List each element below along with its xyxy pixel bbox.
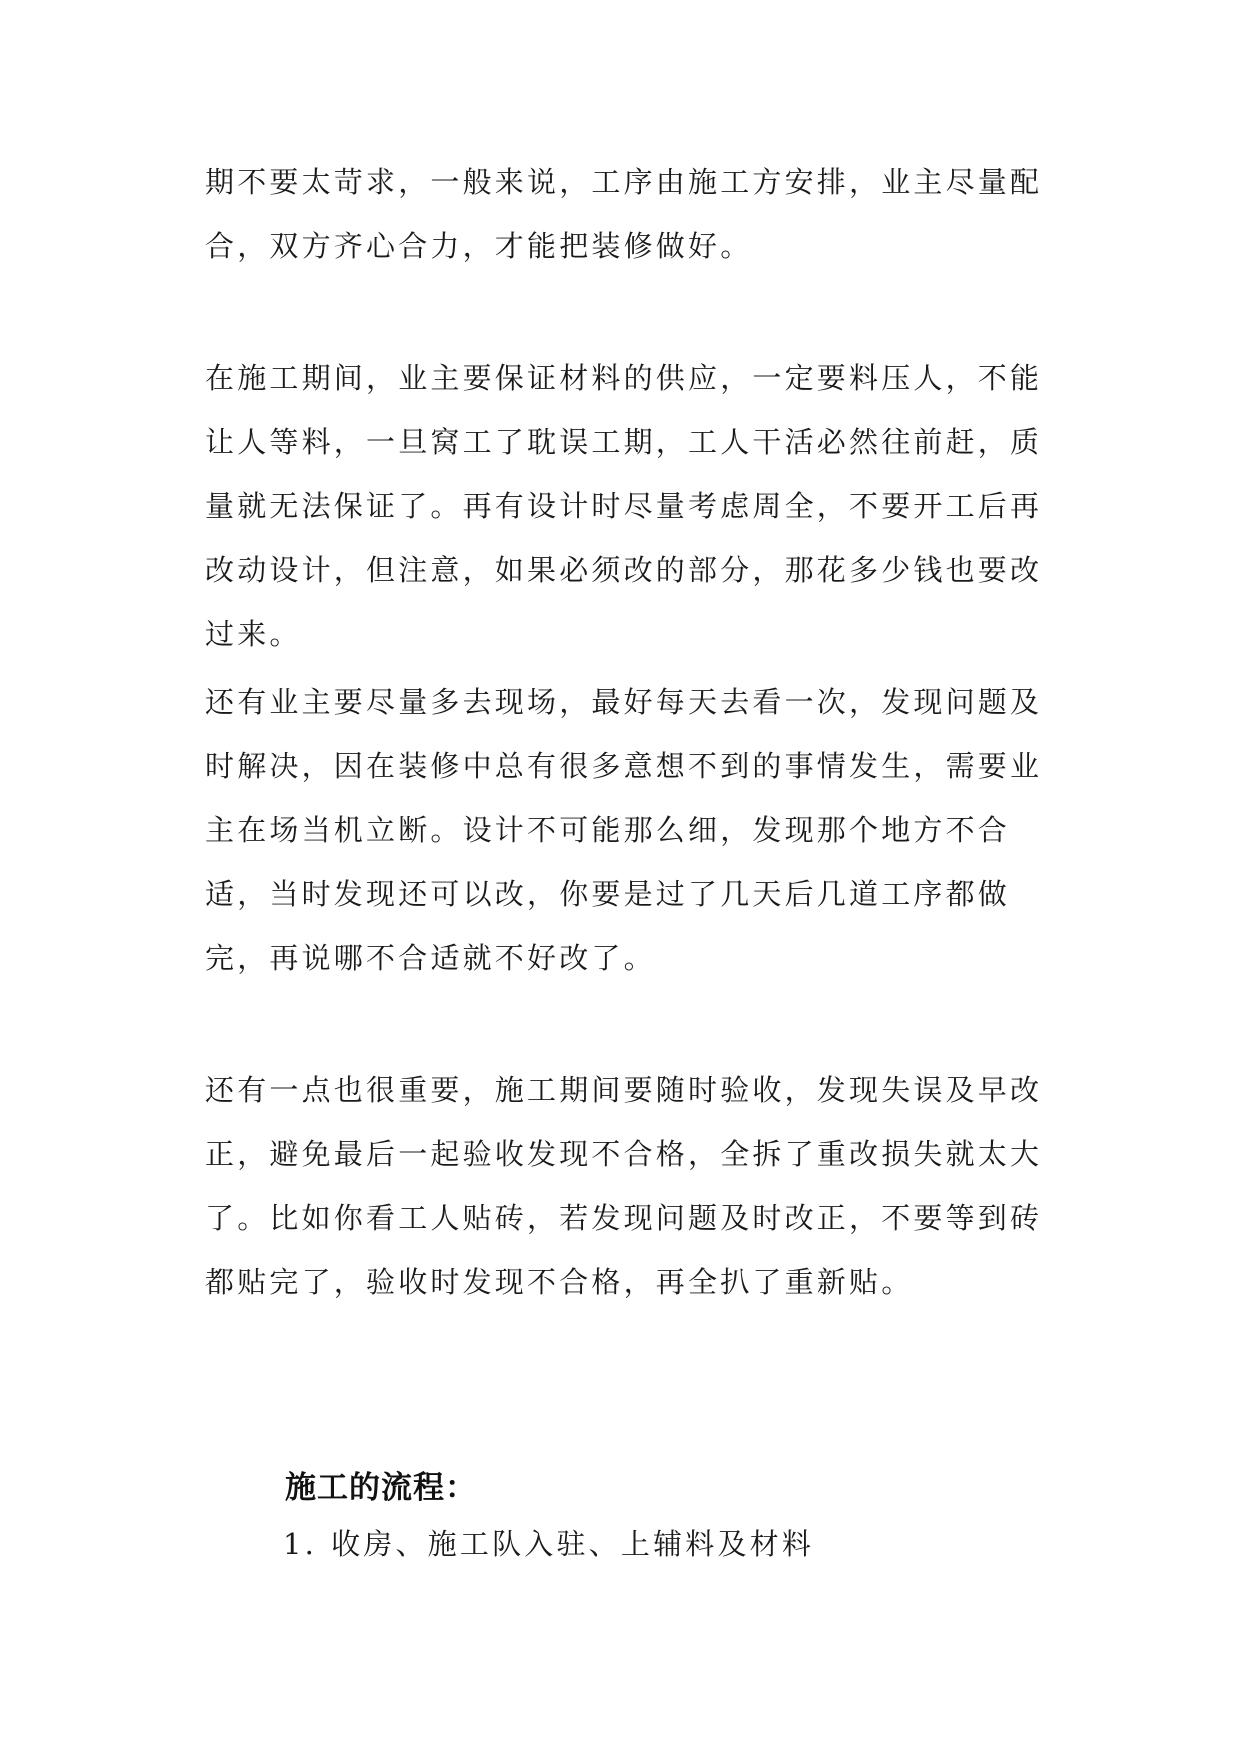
paragraph-3: [205, 670, 1055, 990]
list-item: [283, 1522, 814, 1566]
process-list: [283, 1522, 814, 1566]
list-item-number: 1.: [283, 1527, 318, 1561]
paragraph-text: 在施工期间，业主要保证材料的供应，一定要料压人，不能让人等料，一旦窝工了耽误工期，工人干活必然往前赶，质量就无法保证了。再有设计时尽量考虑周全，不要开工后再改动设计，但注意，如果必须改的部分，那花多少钱也要改过来。: [205, 361, 1043, 651]
paragraph-text: 还有业主要尽量多去现场，最好每天去看一次，发现问题及时解决，因在装修中总有很多意想不到的事情发生，需要业主在场当机立断。设计不可能那么细，发现那个地方不合适，当时发现还可以改，你要是过了几天后几道工序都做完，再说哪不合适就不好改了。: [205, 685, 1043, 975]
paragraph-text: 期不要太苛求，一般来说，工序由施工方安排，业主尽量配合，双方齐心合力，才能把装修做好。: [205, 165, 1043, 263]
list-item-text: 收房、施工队入驻、上辅料及材料: [331, 1527, 815, 1561]
paragraph-2: [205, 346, 1055, 666]
paragraph-text: 还有一点也很重要，施工期间要随时验收，发现失误及早改正，避免最后一起验收发现不合格，全拆了重改损失就太大了。比如你看工人贴砖，若发现问题及时改正，不要等到砖都贴完了，验收时发现不合格，再全扒了重新贴。: [205, 1073, 1043, 1299]
section-heading: 施工的流程：: [285, 1470, 477, 1506]
paragraph-1: [205, 150, 1055, 278]
paragraph-4: [205, 1058, 1055, 1314]
